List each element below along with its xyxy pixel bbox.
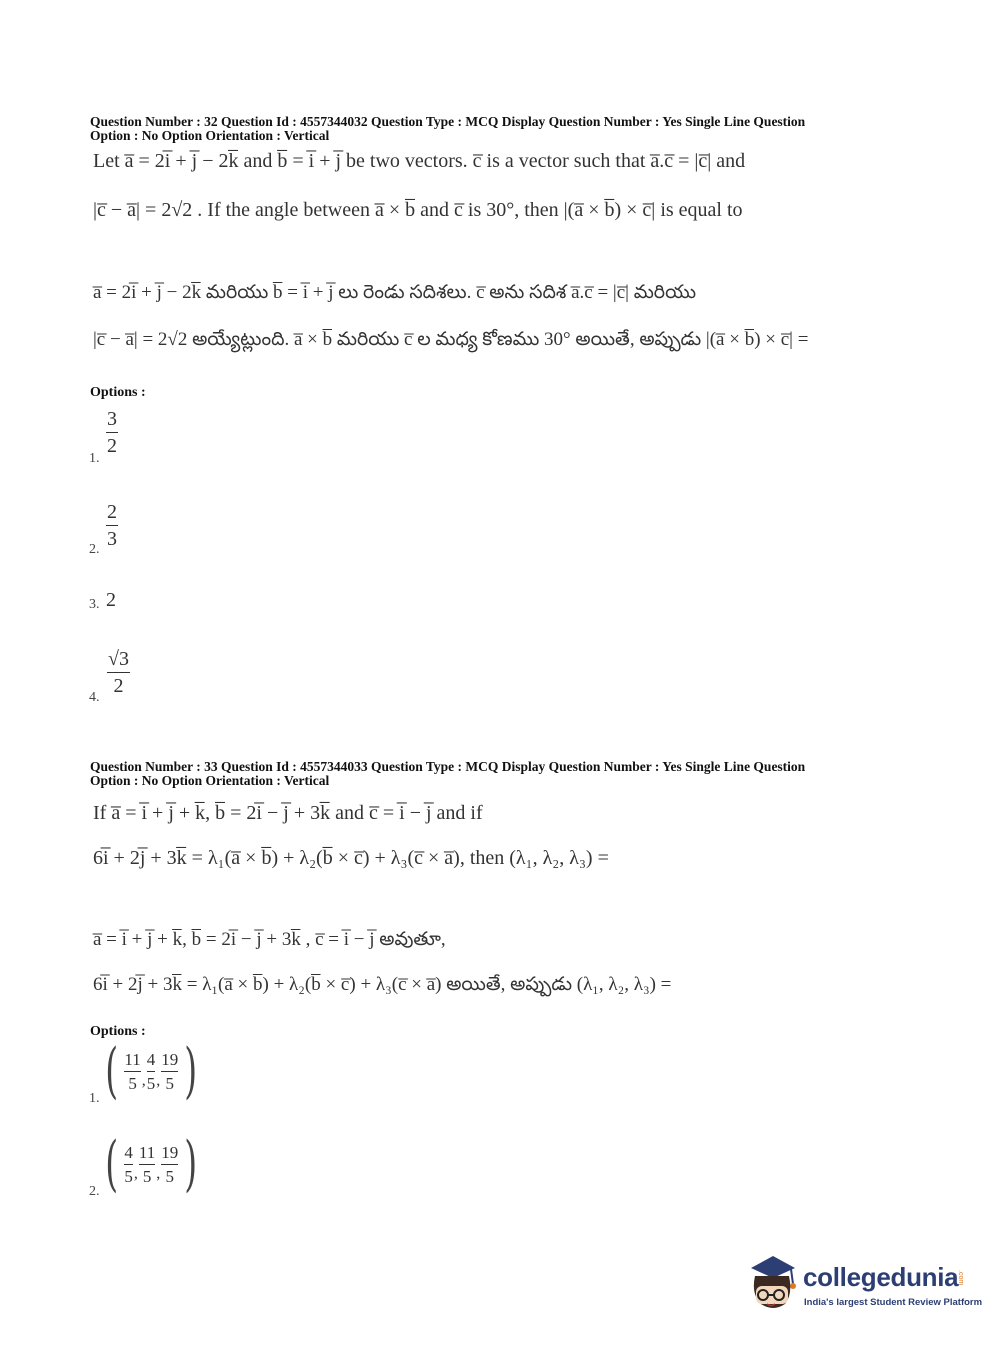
logo-wordmark: collegedunia — [803, 1262, 959, 1292]
fraction-1: $\frac{11}{5}$ — [124, 1049, 141, 1093]
fraction-3: $\frac{19}{5}$ — [161, 1049, 179, 1093]
q33-option2-number: 2. — [89, 1184, 100, 1199]
q32-meta-line1: Question Number : 32 Question Id : 4557344032 Question Type : MCQ Display Question Number : Yes Single Line Question — [90, 114, 806, 129]
q32-option1-number: 1. — [89, 451, 100, 466]
fraction-2: $\frac{11}{5}$ — [138, 1142, 156, 1186]
q32-meta-line2: Option : No Option Orientation : Vertical — [90, 128, 330, 143]
q33-option1-tuple[interactable]: ( $\frac{11}{5}$ , $\frac{4}{5}$ , $\frac{19}{5}$ ) — [105, 1036, 198, 1106]
q32-option3-number: 3. — [89, 597, 100, 612]
right-paren: ) — [184, 1036, 198, 1106]
fraction-1: $\frac{4}{5}$ — [124, 1142, 133, 1186]
fraction-2: $\frac{4}{5}$ — [146, 1049, 156, 1093]
right-paren: ) — [184, 1129, 198, 1199]
q32-option4-fraction[interactable] — [107, 648, 130, 697]
q33-option2-tuple[interactable]: ( $\frac{4}{5}$ , $\frac{11}{5}$ , $\frac{19}{5}$ ) — [105, 1129, 198, 1199]
q32-english-line1: Let a̅ = 2i̅ + j̅ − 2k̅ and b̅ = i̅ + j̅ be two vectors. c̅ is a vector such that a̅.c̅ = |c̅| and — [93, 150, 746, 172]
q32-telugu-line1: a̅ = 2i̅ + j̅ − 2k̅ మరియు b̅ = i̅ + j̅ లు రెండు సదిశలు. c̅ అను సదిశ a̅.c̅ = |c̅| మరియు — [93, 282, 697, 303]
left-paren: ( — [105, 1129, 119, 1199]
numerator: 3 — [107, 408, 117, 430]
fraction-bar — [106, 525, 118, 526]
logo-suffix: .com — [957, 1270, 964, 1286]
q33-telugu-line1: a̅ = i̅ + j̅ + k̅, b̅ = 2i̅ − j̅ + 3k̅ , c̅ = i̅ − j̅ అవుతూ, — [93, 929, 446, 950]
q33-options-label: Options : — [90, 1024, 146, 1039]
numerator: 2 — [107, 501, 117, 523]
q33-meta-line2: Option : No Option Orientation : Vertical — [90, 773, 330, 788]
q32-english-line2: |c̅ − a̅| = 2√2 . If the angle between a̅ × b̅ and c̅ is 30°, then |(a̅ × b̅) × c̅| is equal to — [93, 199, 743, 221]
q32-option2-number: 2. — [89, 542, 100, 557]
q33-english-line2: 6i̅ + 2j̅ + 3k̅ = λ₁(a̅ × b̅) + λ₂(b̅ × c̅) + λ₃(c̅ × a̅), then (λ₁, λ₂, λ₃) = — [93, 847, 609, 869]
q32-telugu-line2: |c̅ − a̅| = 2√2 అయ్యేట్లుంది. a̅ × b̅ మరియు c̅ ల మధ్య కోణము 30° అయితే, అప్పుడు |(a̅ × b̅) × c̅| = — [93, 329, 809, 350]
q33-telugu-line2: 6i̅ + 2j̅ + 3k̅ = λ₁(a̅ × b̅) + λ₂(b̅ × c̅) + λ₃(c̅ × a̅) అయితే, అప్పుడు (λ₁, λ₂, λ₃) = — [93, 974, 672, 995]
fraction-bar — [106, 432, 118, 433]
q32-options-label: Options : — [90, 385, 146, 400]
logo-tagline: India's largest Student Review Platform — [804, 1297, 983, 1308]
q32-option3-value[interactable]: 2 — [106, 589, 116, 611]
q33-meta-line1: Question Number : 33 Question Id : 4557344033 Question Type : MCQ Display Question Number : Yes Single Line Question — [90, 759, 806, 774]
denominator: 2 — [107, 435, 117, 457]
fraction-bar — [107, 672, 130, 673]
q32-option4-number: 4. — [89, 690, 100, 705]
fraction-3: $\frac{19}{5}$ — [161, 1142, 179, 1186]
q32-option1-fraction[interactable] — [106, 408, 118, 457]
q33-english-line1: If a̅ = i̅ + j̅ + k̅, b̅ = 2i̅ − j̅ + 3k̅ and c̅ = i̅ − j̅ and if — [93, 802, 483, 824]
numerator: √3 — [108, 648, 129, 670]
left-paren: ( — [105, 1036, 119, 1106]
q33-option1-number: 1. — [89, 1091, 100, 1106]
denominator: 2 — [113, 675, 124, 697]
q32-option2-fraction[interactable] — [106, 501, 118, 550]
denominator: 3 — [107, 528, 117, 550]
